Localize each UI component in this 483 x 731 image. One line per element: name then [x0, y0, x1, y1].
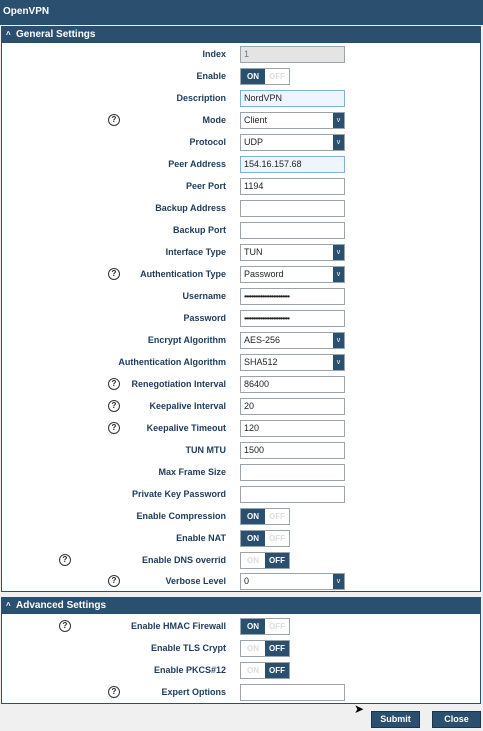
row-tun-mtu — [2, 442, 480, 460]
row-pkcs12 — [2, 662, 480, 680]
row-enable-dns-override — [2, 552, 480, 570]
chevron-down-icon: v — [333, 113, 344, 128]
index-label: Index — [202, 49, 226, 59]
hmac-firewall-toggle[interactable] — [240, 618, 290, 635]
mouse-cursor-icon: ➤ — [354, 702, 365, 716]
expert-options-label: Expert Options — [161, 687, 226, 697]
backup-port-input[interactable] — [240, 222, 345, 239]
encrypt-algorithm-select[interactable] — [240, 332, 345, 349]
tun-mtu-input[interactable]: 1500 — [240, 442, 345, 459]
keepalive-timeout-label: Keepalive Timeout — [146, 423, 226, 433]
enable-toggle-on: ON — [241, 69, 265, 84]
enable-dns-override-toggle-on: ON — [247, 556, 259, 565]
row-keepalive-timeout — [2, 420, 480, 438]
auth-algorithm-select-value: SHA512 — [244, 357, 278, 367]
row-protocol — [2, 134, 480, 152]
chevron-up-icon: ^ — [6, 601, 11, 610]
verbose-level-select[interactable] — [240, 573, 345, 590]
row-private-key-password — [2, 486, 480, 504]
row-verbose-level — [2, 573, 480, 591]
help-icon[interactable]: ? — [108, 378, 120, 390]
private-key-password-label: Private Key Password — [131, 489, 226, 499]
auth-type-label: Authentication Type — [140, 269, 226, 279]
row-enable-compression — [2, 508, 480, 526]
pkcs12-label: Enable PKCS#12 — [153, 665, 226, 675]
max-frame-size-input[interactable] — [240, 464, 345, 481]
tun-mtu-label: TUN MTU — [185, 445, 226, 455]
peer-address-input[interactable]: 154.16.157.68 — [240, 156, 345, 173]
username-input[interactable]: ••••••••••••••••••••••••• — [240, 288, 345, 305]
row-username — [2, 288, 480, 306]
private-key-password-input[interactable] — [240, 486, 345, 503]
keepalive-interval-input[interactable]: 20 — [240, 398, 345, 415]
enable-toggle[interactable] — [240, 68, 290, 85]
enable-compression-toggle-on: ON — [241, 509, 265, 524]
row-peer-address — [2, 156, 480, 174]
hmac-firewall-toggle-on: ON — [241, 619, 265, 634]
encrypt-algorithm-select-value: AES-256 — [244, 335, 281, 345]
username-label: Username — [182, 291, 226, 301]
auth-algorithm-label: Authentication Algorithm — [118, 357, 226, 367]
expert-options-input[interactable] — [240, 684, 345, 701]
row-password — [2, 310, 480, 328]
index-field: 1 — [240, 46, 345, 63]
row-max-frame-size — [2, 464, 480, 482]
row-peer-port — [2, 178, 480, 196]
row-mode — [2, 112, 480, 130]
tls-crypt-toggle-on: ON — [247, 644, 259, 653]
enable-compression-toggle-off: OFF — [269, 512, 285, 521]
mode-select-value: Client — [244, 115, 268, 125]
mode-label: Mode — [202, 115, 226, 125]
help-icon[interactable]: ? — [108, 686, 120, 698]
tls-crypt-toggle-off: OFF — [265, 641, 289, 656]
tls-crypt-label: Enable TLS Crypt — [150, 643, 226, 653]
description-input[interactable]: NordVPN — [240, 90, 345, 107]
reneg-interval-label: Renegotiation Interval — [131, 379, 226, 389]
keepalive-interval-label: Keepalive Interval — [149, 401, 226, 411]
auth-type-select[interactable] — [240, 266, 345, 283]
auth-algorithm-select[interactable] — [240, 354, 345, 371]
row-reneg-interval — [2, 376, 480, 394]
help-icon[interactable]: ? — [108, 422, 120, 434]
enable-nat-toggle-on: ON — [241, 531, 265, 546]
peer-address-label: Peer Address — [168, 159, 226, 169]
enable-nat-toggle[interactable] — [240, 530, 290, 547]
backup-address-label: Backup Address — [155, 203, 226, 213]
verbose-level-select-value: 0 — [244, 576, 250, 586]
verbose-level-label: Verbose Level — [165, 576, 226, 586]
row-enable — [2, 68, 480, 86]
chevron-down-icon: v — [333, 135, 344, 150]
window-title: OpenVPN — [0, 0, 483, 25]
submit-button[interactable]: Submit — [371, 711, 420, 728]
interface-type-label: Interface Type — [165, 247, 226, 257]
enable-dns-override-label: Enable DNS overrid — [141, 555, 226, 565]
row-enable-nat — [2, 530, 480, 548]
backup-port-label: Backup Port — [172, 225, 226, 235]
backup-address-input[interactable] — [240, 200, 345, 217]
row-index — [2, 46, 480, 64]
help-icon[interactable]: ? — [108, 575, 120, 587]
protocol-label: Protocol — [189, 137, 226, 147]
enable-dns-override-toggle[interactable] — [240, 552, 290, 569]
close-button[interactable]: Close — [432, 711, 481, 728]
chevron-down-icon: v — [333, 267, 344, 282]
interface-type-select[interactable] — [240, 244, 345, 261]
row-interface-type — [2, 244, 480, 262]
tls-crypt-toggle[interactable] — [240, 640, 290, 657]
password-label: Password — [183, 313, 226, 323]
protocol-select[interactable] — [240, 134, 345, 151]
row-auth-type — [2, 266, 480, 284]
row-encrypt-algorithm — [2, 332, 480, 350]
chevron-down-icon: v — [333, 574, 344, 589]
peer-port-input[interactable]: 1194 — [240, 178, 345, 195]
row-expert-options — [2, 684, 480, 702]
hmac-firewall-label: Enable HMAC Firewall — [130, 621, 226, 631]
enable-nat-label: Enable NAT — [176, 533, 226, 543]
interface-type-select-value: TUN — [244, 247, 263, 257]
hmac-firewall-toggle-off: OFF — [269, 622, 285, 631]
keepalive-timeout-input[interactable]: 120 — [240, 420, 345, 437]
general-settings-panel — [1, 26, 481, 592]
max-frame-size-label: Max Frame Size — [158, 467, 226, 477]
reneg-interval-input[interactable]: 86400 — [240, 376, 345, 393]
protocol-select-value: UDP — [244, 137, 264, 147]
pkcs12-toggle[interactable] — [240, 662, 290, 679]
password-input[interactable]: ••••••••••••••••••••••••• — [240, 310, 345, 327]
chevron-down-icon: v — [333, 355, 344, 370]
mode-select[interactable] — [240, 112, 345, 129]
enable-label: Enable — [196, 71, 226, 81]
enable-nat-toggle-off: OFF — [269, 534, 285, 543]
auth-type-select-value: Password — [244, 269, 284, 279]
enable-dns-override-toggle-off: OFF — [265, 553, 289, 568]
row-backup-address — [2, 200, 480, 218]
enable-toggle-off: OFF — [269, 72, 285, 81]
advanced-settings-header[interactable] — [2, 598, 480, 614]
row-backup-port — [2, 222, 480, 240]
pkcs12-toggle-off: OFF — [265, 663, 289, 678]
row-hmac-firewall — [2, 618, 480, 636]
help-icon[interactable]: ? — [59, 620, 71, 632]
enable-compression-label: Enable Compression — [136, 511, 226, 521]
general-settings-header[interactable] — [2, 27, 480, 43]
general-settings-title: General Settings — [16, 29, 96, 40]
row-auth-algorithm — [2, 354, 480, 372]
advanced-settings-panel — [1, 597, 481, 704]
enable-compression-toggle[interactable] — [240, 508, 290, 525]
description-label: Description — [176, 93, 226, 103]
encrypt-algorithm-label: Encrypt Algorithm — [147, 335, 226, 345]
help-icon[interactable]: ? — [108, 114, 120, 126]
help-icon[interactable]: ? — [59, 554, 71, 566]
help-icon[interactable]: ? — [108, 400, 120, 412]
chevron-down-icon: v — [333, 245, 344, 260]
row-tls-crypt — [2, 640, 480, 658]
pkcs12-toggle-on: ON — [247, 666, 259, 675]
chevron-down-icon: v — [333, 333, 344, 348]
row-description — [2, 90, 480, 108]
row-keepalive-interval — [2, 398, 480, 416]
chevron-up-icon: ^ — [6, 30, 11, 39]
help-icon[interactable]: ? — [108, 268, 120, 280]
peer-port-label: Peer Port — [185, 181, 226, 191]
advanced-settings-title: Advanced Settings — [16, 600, 107, 611]
